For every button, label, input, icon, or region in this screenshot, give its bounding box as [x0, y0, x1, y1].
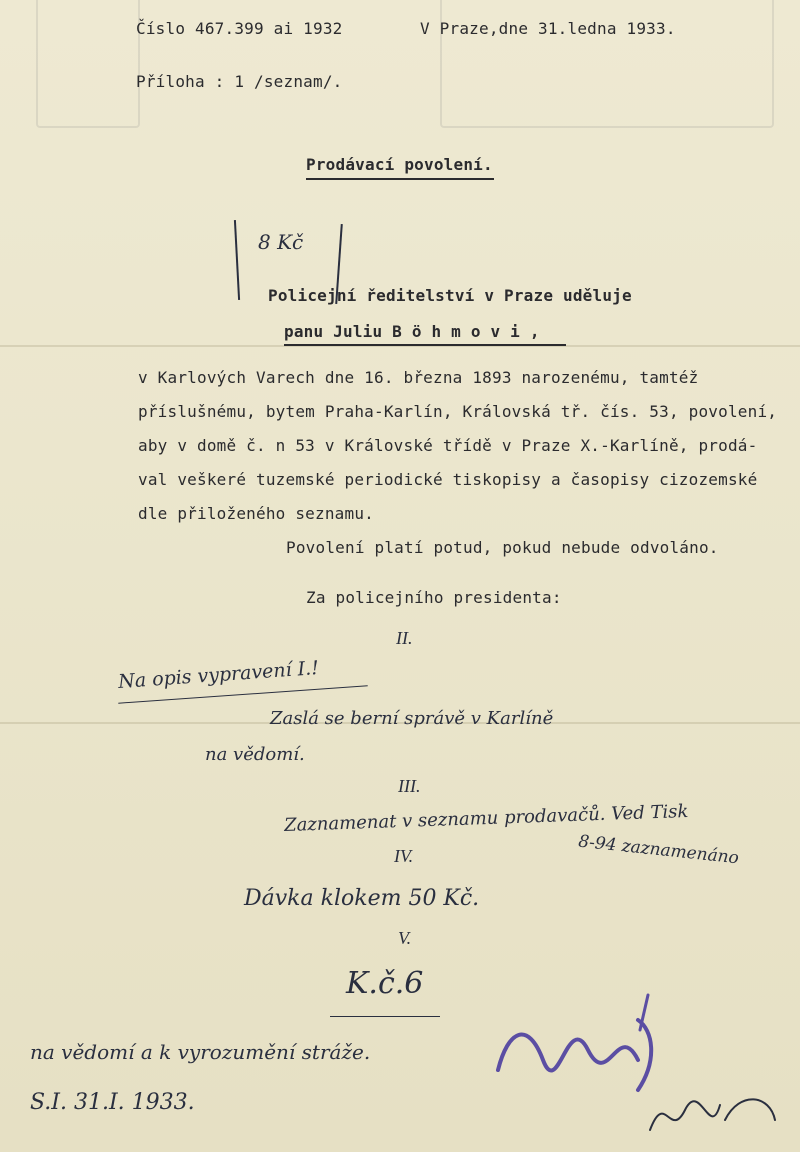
body-line: aby v domě č. n 53 v Královské třídě v Praze X.-Karlíně, prodá- [138, 436, 758, 455]
bleed-through-stamp [36, 0, 140, 128]
section-number: II. [396, 628, 413, 648]
document-title: Prodávací povolení. [306, 155, 493, 174]
body-line: v Karlových Varech dne 16. března 1893 narozenému, tamtéž [138, 368, 699, 387]
signature-ink [640, 1080, 780, 1150]
title-underline [306, 178, 494, 180]
signoff-line: Za policejního presidenta: [306, 588, 562, 607]
handwritten-note: K.č.6 [346, 966, 424, 1001]
grantee-underline [284, 344, 566, 346]
section-number: V. [398, 928, 412, 948]
attachment-note: Příloha : 1 /seznam/. [136, 72, 343, 91]
handwritten-note: na vědomí a k vyrozumění stráže. [30, 1040, 371, 1064]
note-underline [330, 1016, 440, 1017]
reference-number: Číslo 467.399 ai 1932 [136, 19, 343, 38]
validity-clause: Povolení platí potud, pokud nebude odvoláno. [286, 538, 719, 557]
grantee-name: panu Juliu B ö h m o v i , [284, 322, 540, 341]
handwritten-note: Na opis vypravení I.! [117, 657, 320, 693]
body-line: dle přiloženého seznamu. [138, 504, 374, 523]
handwritten-note: 8-94 zaznamenáno [577, 831, 740, 869]
body-line: val veškeré tuzemské periodické tiskopisy a časopisy cizozemské [138, 470, 758, 489]
body-line: příslušnému, bytem Praha-Karlín, Královská tř. čís. 53, povolení, [138, 402, 778, 421]
grant-line: Policejní ředitelství v Praze uděluje [268, 286, 632, 305]
handwritten-note: na vědomí. [205, 744, 305, 765]
place-and-date: V Praze,dne 31.ledna 1933. [420, 19, 676, 38]
fee-stamp: 8 Kč [258, 230, 304, 254]
handwritten-note: S.I. 31.I. 1933. [30, 1090, 195, 1115]
section-number: III. [398, 776, 421, 796]
handwritten-note: Dávka klokem 50 Kč. [244, 886, 480, 911]
handwritten-note: Zaznamenat v seznamu prodavačů. Ved Tisk [283, 800, 689, 837]
handwritten-note: Zaslá se berní správě v Karlíně [270, 708, 554, 729]
section-number: IV. [394, 846, 414, 866]
fee-stamp-box [234, 220, 240, 300]
